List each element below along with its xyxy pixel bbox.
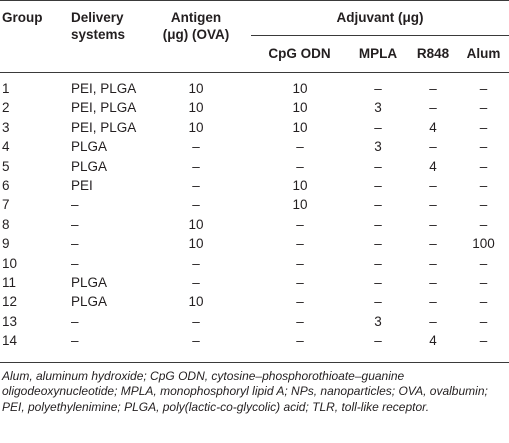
table-row: [0, 234, 509, 253]
cell-group: 4: [2, 139, 10, 155]
cell-r848: 4: [429, 158, 437, 174]
cell-alum: 100: [472, 236, 495, 252]
cell-delivery: –: [71, 197, 79, 213]
table-row: [0, 157, 509, 176]
cell-cpg-odn: –: [296, 255, 304, 271]
cell-r848: –: [429, 313, 437, 329]
header-delivery-line1: Delivery: [71, 10, 124, 25]
cell-mpla: –: [374, 255, 382, 271]
cell-antigen: 10: [188, 236, 204, 252]
cell-cpg-odn: –: [296, 216, 304, 232]
cell-cpg-odn: –: [296, 294, 304, 310]
header-r848: R848: [416, 46, 450, 61]
cell-alum: –: [479, 139, 488, 155]
cell-group: 5: [2, 158, 10, 174]
table-row: [0, 215, 509, 234]
cell-alum: –: [479, 119, 488, 135]
cell-antigen: 10: [188, 216, 204, 232]
cell-mpla: 3: [374, 139, 382, 155]
cell-mpla: –: [374, 197, 382, 213]
cell-antigen: –: [192, 197, 200, 213]
cell-group: 3: [2, 119, 10, 135]
table-row: [0, 137, 509, 156]
header-rule: [0, 72, 509, 73]
cell-cpg-odn: –: [296, 313, 304, 329]
cell-antigen: –: [192, 139, 200, 155]
cell-mpla: 3: [374, 313, 382, 329]
cell-mpla: –: [374, 236, 382, 252]
cell-antigen: 10: [188, 119, 204, 135]
cell-cpg-odn: –: [296, 333, 304, 349]
cell-alum: –: [479, 197, 488, 213]
header-adjuvant: Adjuvant (μg): [336, 10, 424, 25]
cell-mpla: –: [374, 158, 382, 174]
cell-r848: –: [429, 139, 437, 155]
cell-r848: –: [429, 255, 437, 271]
cell-alum: –: [479, 333, 488, 349]
header-mpla: MPLA: [358, 46, 398, 61]
cell-cpg-odn: –: [296, 158, 304, 174]
table-row: [0, 176, 509, 195]
cell-alum: –: [479, 178, 488, 194]
cell-r848: –: [429, 294, 437, 310]
header-antigen: [140, 9, 252, 43]
cell-r848: –: [429, 100, 437, 116]
table-row: [0, 79, 509, 98]
cell-delivery: PEI, PLGA: [71, 100, 137, 116]
header-delivery-systems: [71, 9, 125, 43]
table-row: [0, 254, 509, 273]
cell-group: 14: [2, 333, 18, 349]
cell-alum: –: [479, 313, 488, 329]
adjuvant-subrule: [251, 35, 509, 36]
cell-r848: –: [429, 275, 437, 291]
cell-delivery: –: [71, 216, 79, 232]
cell-alum: –: [479, 255, 488, 271]
cell-group: 7: [2, 197, 10, 213]
header-cpg-odn: CpG ODN: [268, 46, 331, 61]
cell-cpg-odn: –: [296, 236, 304, 252]
cell-group: 12: [2, 294, 18, 310]
cell-mpla: –: [374, 216, 382, 232]
table-row: [0, 118, 509, 137]
cell-delivery: –: [71, 313, 79, 329]
cell-r848: –: [429, 81, 437, 96]
cell-antigen: –: [192, 255, 200, 271]
cell-cpg-odn: 10: [292, 197, 308, 213]
cell-delivery: PEI: [71, 178, 93, 194]
top-rule: [0, 0, 509, 1]
cell-group: 1: [2, 81, 10, 96]
cell-group: 8: [2, 216, 10, 232]
cell-r848: –: [429, 197, 437, 213]
cell-antigen: –: [192, 333, 200, 349]
cell-mpla: –: [374, 275, 382, 291]
cell-alum: –: [479, 100, 488, 116]
header-antigen-line1: Antigen: [170, 10, 222, 25]
header-alum: Alum: [466, 46, 501, 61]
table-body: [0, 79, 509, 351]
header-group: Group: [2, 10, 43, 25]
table-row: [0, 98, 509, 117]
cell-r848: 4: [429, 119, 437, 135]
cell-alum: –: [479, 216, 488, 232]
cell-cpg-odn: 10: [292, 119, 308, 135]
cell-mpla: –: [374, 294, 382, 310]
cell-cpg-odn: 10: [292, 100, 308, 116]
cell-antigen: –: [192, 275, 200, 291]
cell-antigen: –: [192, 178, 200, 194]
cell-cpg-odn: –: [296, 139, 304, 155]
table-row: [0, 331, 509, 350]
cell-mpla: –: [374, 333, 382, 349]
cell-antigen: 10: [188, 81, 204, 96]
table-row: [0, 312, 509, 331]
cell-group: 13: [2, 313, 18, 329]
cell-delivery: PLGA: [71, 139, 108, 155]
cell-antigen: 10: [188, 100, 204, 116]
cell-r848: –: [429, 216, 437, 232]
cell-group: 11: [2, 275, 17, 291]
cell-mpla: –: [374, 81, 382, 96]
cell-cpg-odn: 10: [292, 81, 308, 96]
cell-r848: –: [429, 236, 437, 252]
cell-mpla: –: [374, 178, 382, 194]
cell-r848: 4: [429, 333, 437, 349]
cell-alum: –: [479, 275, 488, 291]
cell-delivery: PLGA: [71, 294, 108, 310]
cell-antigen: 10: [188, 294, 204, 310]
cell-group: 10: [2, 255, 18, 271]
bottom-rule: [0, 362, 509, 363]
cell-antigen: –: [192, 158, 200, 174]
cell-delivery: –: [71, 255, 79, 271]
data-table: [0, 79, 509, 351]
cell-antigen: –: [192, 313, 200, 329]
cell-delivery: PEI, PLGA: [71, 81, 137, 96]
table-row: [0, 273, 509, 292]
cell-alum: –: [479, 81, 488, 96]
cell-cpg-odn: 10: [292, 178, 308, 194]
cell-delivery: –: [71, 333, 79, 349]
cell-cpg-odn: –: [296, 275, 304, 291]
cell-delivery: PLGA: [71, 158, 108, 174]
cell-r848: –: [429, 178, 437, 194]
cell-alum: –: [479, 294, 488, 310]
table-row: [0, 292, 509, 311]
cell-delivery: –: [71, 236, 79, 252]
cell-alum: –: [479, 158, 488, 174]
cell-delivery: PLGA: [71, 275, 108, 291]
cell-group: 9: [2, 236, 10, 252]
cell-group: 6: [2, 178, 10, 194]
header-delivery-line2: systems: [71, 27, 126, 42]
cell-mpla: –: [374, 119, 382, 135]
cell-group: 2: [2, 100, 10, 116]
cell-mpla: 3: [374, 100, 382, 116]
header-antigen-line2: (μg) (OVA): [162, 27, 230, 42]
table-row: [0, 195, 509, 214]
cell-delivery: PEI, PLGA: [71, 119, 137, 135]
table-footnote: Alum, aluminum hydroxide; CpG ODN, cytosine–phosphorothioate–guanine oligodeoxynucleotide; MPLA, monophosphoryl lipid A; NPs, nanoparticles; OVA, ovalbumin; PEI, polyethylenimine; PLGA, poly(lactic-co-glycolic) acid; TLR, toll-like receptor.: [2, 369, 488, 414]
